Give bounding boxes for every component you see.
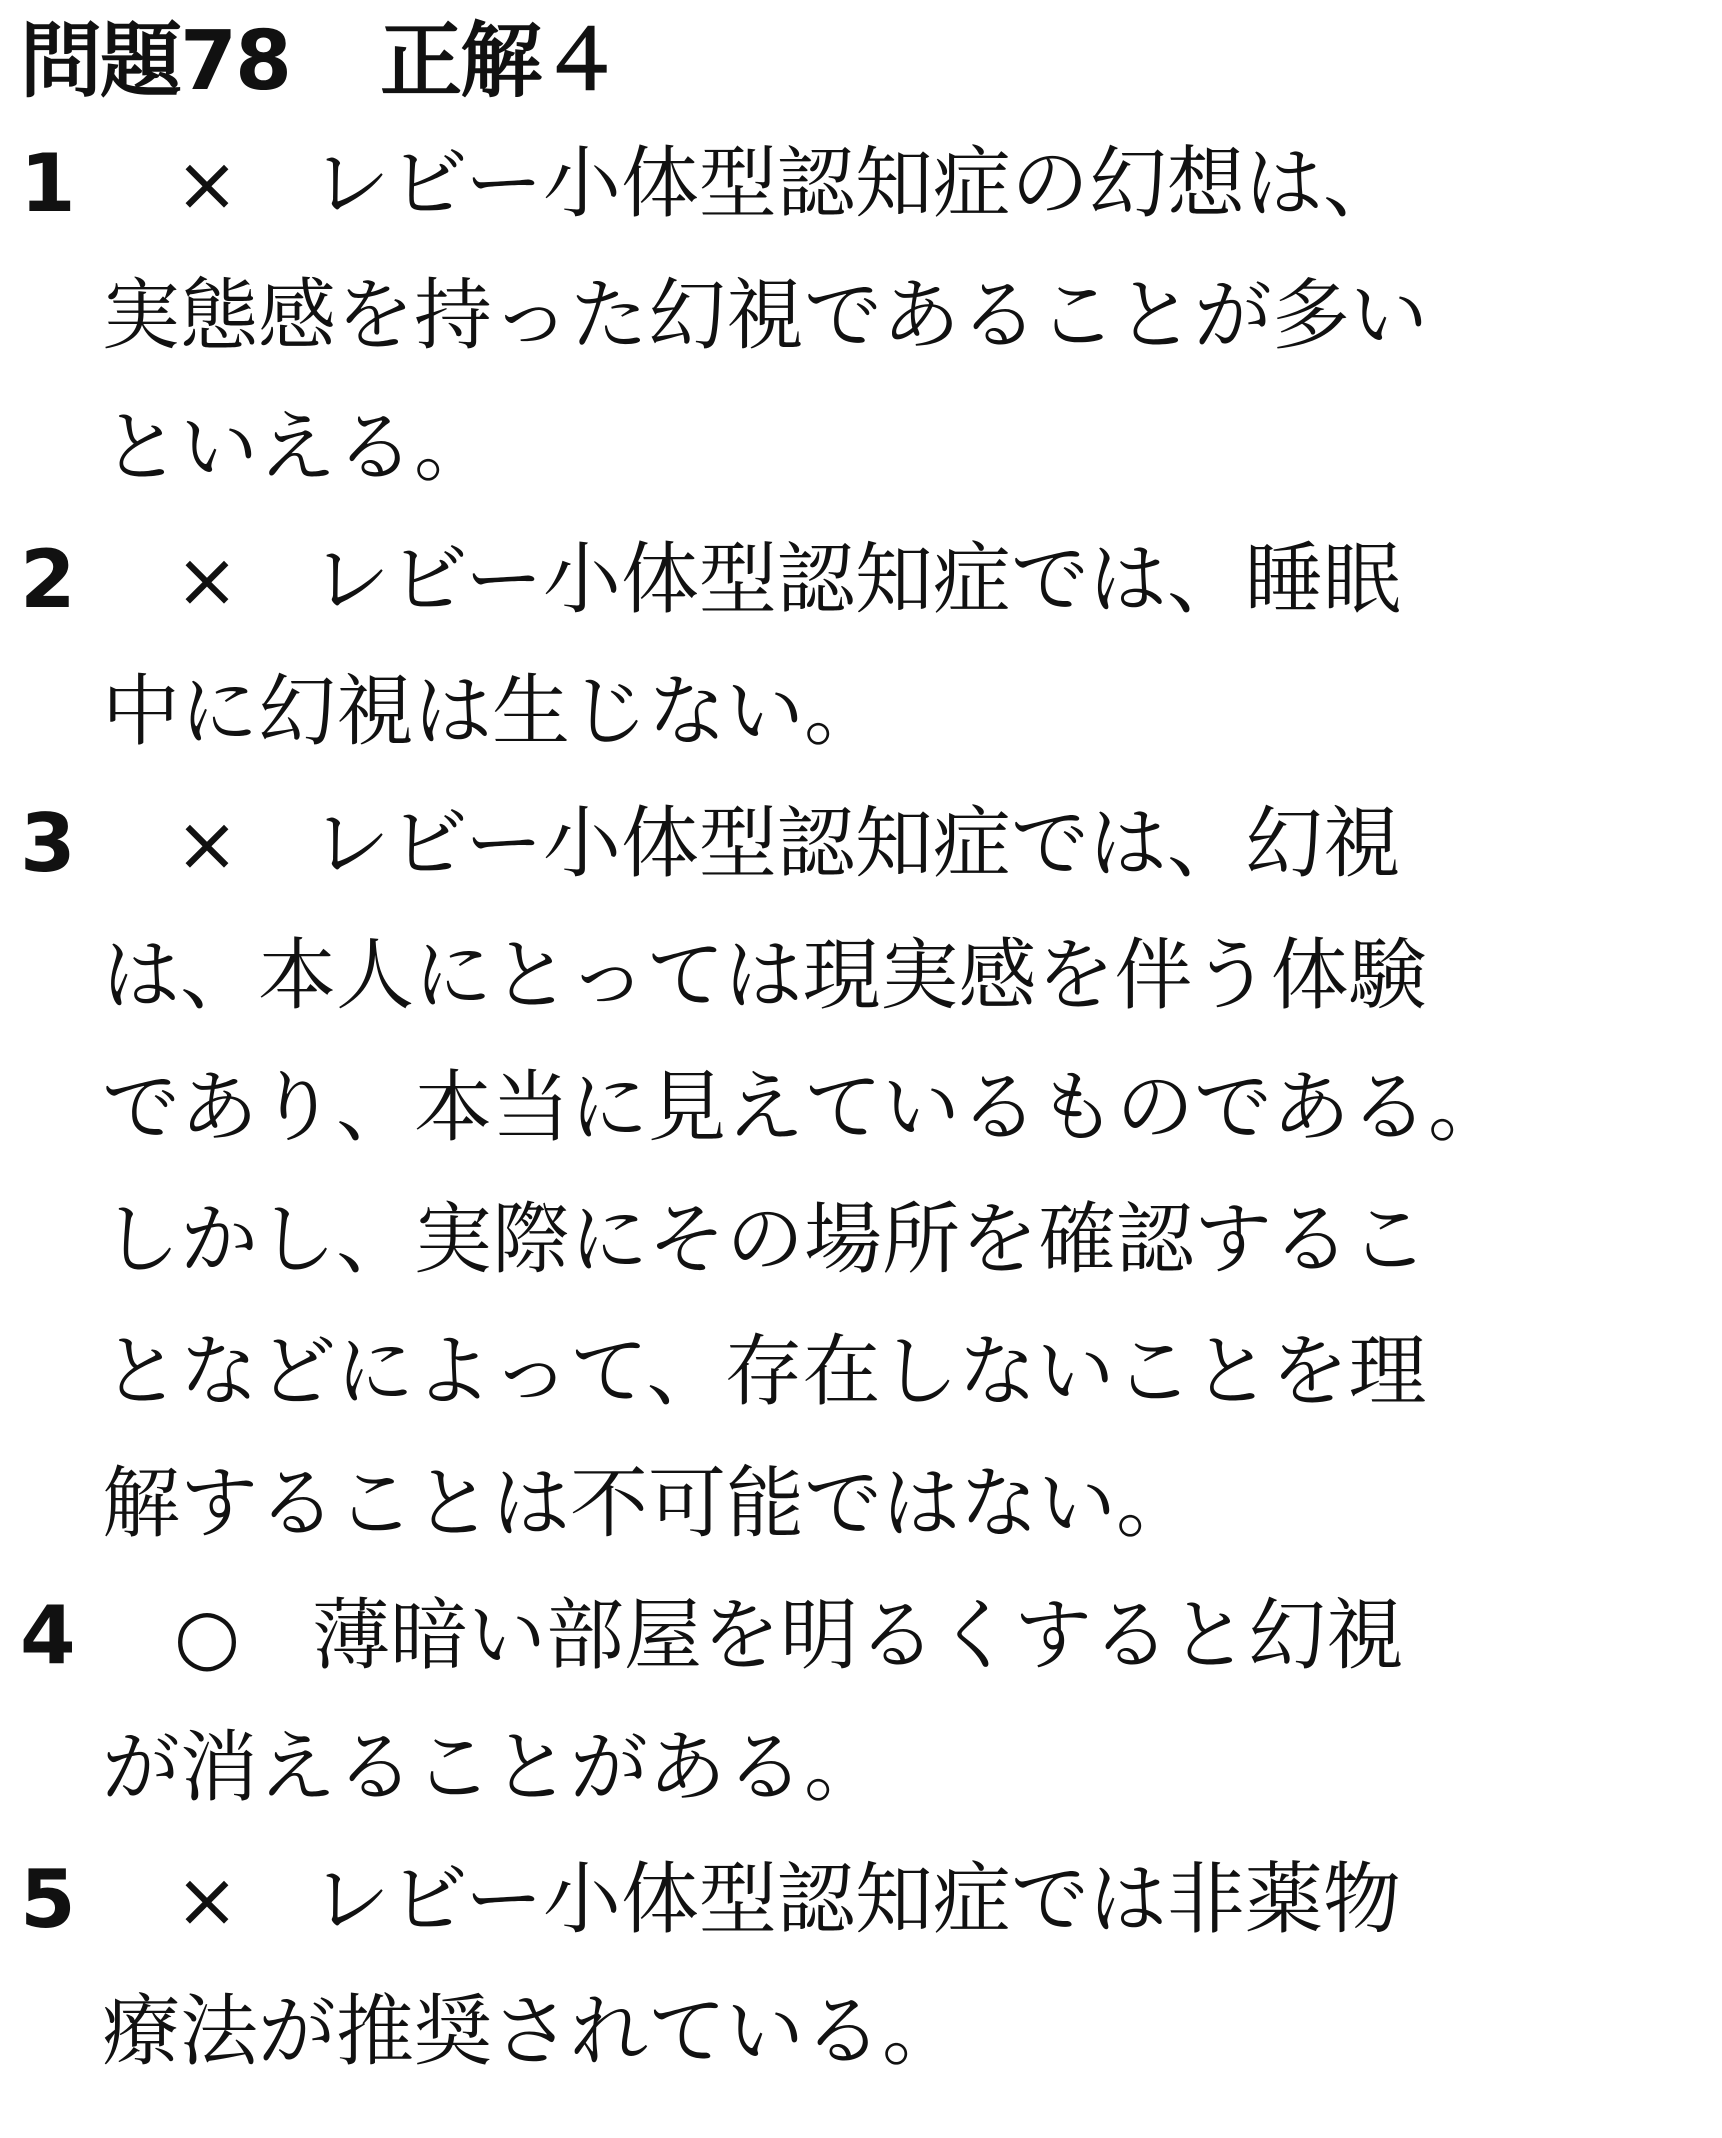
explanation-line: は、本人にとっては現実感を伴う体験 — [102, 931, 1427, 1021]
explanation-item-5 — [20, 1834, 1682, 2098]
explanation-line: となどによって、存在しないことを理 — [102, 1327, 1427, 1417]
explanation-line: レビー小体型認知症では非薬物 — [312, 1855, 1401, 1945]
explanation-line: レビー小体型認知症では、睡眠 — [312, 535, 1401, 625]
explanation-line: 解することは不可能ではない。 — [102, 1459, 1195, 1549]
correct-answer: 正解４ — [380, 14, 621, 109]
explanation-line: レビー小体型認知症の幻想は、 — [312, 139, 1401, 229]
explanation-line: 薄暗い部屋を明るくすると幻視 — [312, 1591, 1405, 1681]
explanation-line: 中に幻視は生じない。 — [102, 667, 883, 757]
explanation-line: が消えることがある。 — [102, 1723, 883, 1813]
cross-mark: × — [175, 1855, 239, 1944]
explanation-line: であり、本当に見えているものである。 — [102, 1063, 1507, 1153]
item-number: 5 — [20, 1853, 76, 1946]
cross-mark: × — [175, 139, 239, 228]
cross-mark: × — [175, 535, 239, 624]
explanation-item-2 — [20, 514, 1682, 778]
cross-mark: × — [175, 799, 239, 888]
explanation-item-3 — [20, 778, 1682, 1570]
explanation-line: 療法が推奨されている。 — [102, 1987, 961, 2077]
explanation-item-4 — [20, 1570, 1682, 1834]
explanation-line: 実態感を持った幻視であることが多い — [102, 271, 1429, 361]
item-number: 1 — [20, 137, 76, 230]
explanation-line: しかし、実際にその場所を確認するこ — [102, 1195, 1429, 1285]
answer-header — [20, 12, 1682, 118]
explanation-item-1 — [20, 118, 1682, 514]
item-number: 3 — [20, 797, 76, 890]
item-number: 2 — [20, 533, 76, 626]
question-number: 問題78 — [20, 14, 291, 109]
explanation-line: といえる。 — [102, 403, 493, 493]
circle-mark: ○ — [173, 1591, 241, 1680]
explanation-line: レビー小体型認知症では、幻視 — [312, 799, 1401, 889]
item-number: 4 — [20, 1589, 76, 1682]
